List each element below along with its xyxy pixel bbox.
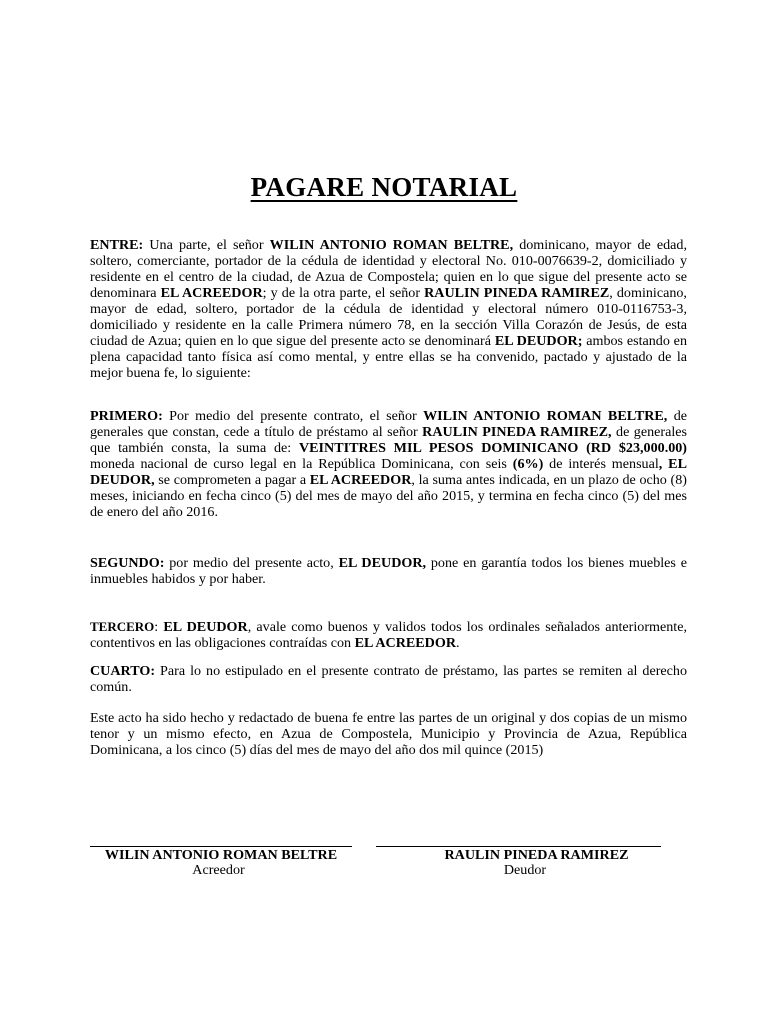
clause-text: Para lo no estipulado en el presente contrato de préstamo, las partes se remiten al derecho común.	[90, 663, 687, 695]
clause-text: Una parte, el señor	[143, 237, 270, 253]
clause-label: SEGUNDO:	[90, 555, 165, 571]
debtor-role: EL DEUDOR;	[494, 333, 583, 349]
clause-text: por medio del presente acto,	[164, 555, 339, 571]
clause-text: de interés mensual	[543, 456, 659, 472]
clause-text: ; y de la otra parte, el señor	[262, 285, 425, 301]
creditor-signature-role: Acreedor	[192, 862, 245, 878]
clause-label: PRIMERO:	[90, 408, 163, 424]
clause-text: de generales que constan, cede a título de préstamo al señor	[90, 408, 687, 440]
debtor-signature-role: Deudor	[503, 862, 547, 878]
creditor-signature-name: WILIN ANTONIO ROMAN BELTRE	[104, 847, 338, 863]
debtor-role: EL DEUDOR	[163, 619, 248, 635]
clause-entre	[90, 237, 687, 381]
clause-text: moneda nacional de curso legal en la República Dominicana, con seis	[90, 456, 513, 472]
debtor-name: RAULIN PINEDA RAMIREZ,	[422, 424, 612, 440]
creditor-role: EL ACREEDOR	[309, 472, 412, 488]
clause-primero	[90, 408, 687, 520]
clause-label: TERCERO	[90, 619, 155, 634]
clause-tercero	[90, 619, 687, 651]
creditor-role: EL ACREEDOR	[160, 285, 263, 301]
creditor-name: WILIN ANTONIO ROMAN BELTRE,	[269, 237, 514, 253]
clause-text: de generales que también consta, la suma de:	[90, 424, 687, 456]
clause-text: .	[456, 635, 460, 651]
document-title: PAGARE NOTARIAL	[250, 172, 518, 202]
clause-text: pone en garantía todos los bienes muebles e inmuebles habidos y por haber.	[90, 555, 687, 587]
clause-cuarto	[90, 663, 687, 695]
clause-label: ENTRE:	[90, 237, 144, 253]
clause-text: , avale como buenos y validos todos los ordinales señalados anteriormente, contentivos en las obligaciones contraídas con	[90, 619, 687, 651]
clause-label: CUARTO:	[90, 663, 156, 679]
debtor-signature-name: RAULIN PINEDA RAMIREZ	[444, 847, 629, 863]
interest-rate: (6%)	[512, 456, 544, 472]
clause-text: Por medio del presente contrato, el señor	[162, 408, 424, 424]
debtor-name: RAULIN PINEDA RAMIREZ	[424, 285, 610, 301]
clause-text: dominicano, mayor de edad, soltero, comerciante, portador de la cédula de identidad y electoral No. 010-0076639-2, domiciliado y residente en el centro de la ciudad, de Azua de Compostela; quien en lo que sigue del presente acto se denominara	[90, 237, 688, 301]
debtor-role: EL DEUDOR,	[338, 555, 427, 571]
creditor-role: EL ACREEDOR	[354, 635, 457, 651]
clause-segundo	[90, 555, 687, 587]
clause-text: , la suma antes indicada, en un plazo de ocho (8) meses, iniciando en fecha cinco (5) del mes de mayo del año 2015, y termina en fecha cinco (5) del mes de enero del año 2016.	[90, 472, 687, 520]
clause-text: se comprometen a pagar a	[154, 472, 310, 488]
clause-text: :	[154, 619, 164, 635]
loan-amount: VEINTITRES MIL PESOS DOMINICANO (RD $23,000.00)	[298, 440, 688, 456]
creditor-name: WILIN ANTONIO ROMAN BELTRE,	[423, 408, 668, 424]
closing-paragraph: Este acto ha sido hecho y redactado de buena fe entre las partes de un original y dos copias de un mismo tenor y un mismo efecto, en Azua de Compostela, Municipio y Provincia de Azua, República Dominicana, a los cinco (5) días del mes de mayo del año dos mil quince (2015)	[90, 710, 687, 758]
debtor-role: , EL DEUDOR,	[90, 456, 687, 488]
clause-text: , dominicano, mayor de edad, soltero, portador de la cédula de identidad y electoral número 010-0116753-3, domiciliado y residente en la calle Primera número 78, en la sección Villa Corazón de Jesús, de esta ciudad de Azua; quien en lo que sigue del presente acto se denominará	[90, 285, 687, 349]
clause-text: ambos estando en plena capacidad tanto física así como mental, y entre ellas se ha convenido, pactado y ajustado de la mejor buena fe, lo siguiente:	[90, 333, 687, 381]
